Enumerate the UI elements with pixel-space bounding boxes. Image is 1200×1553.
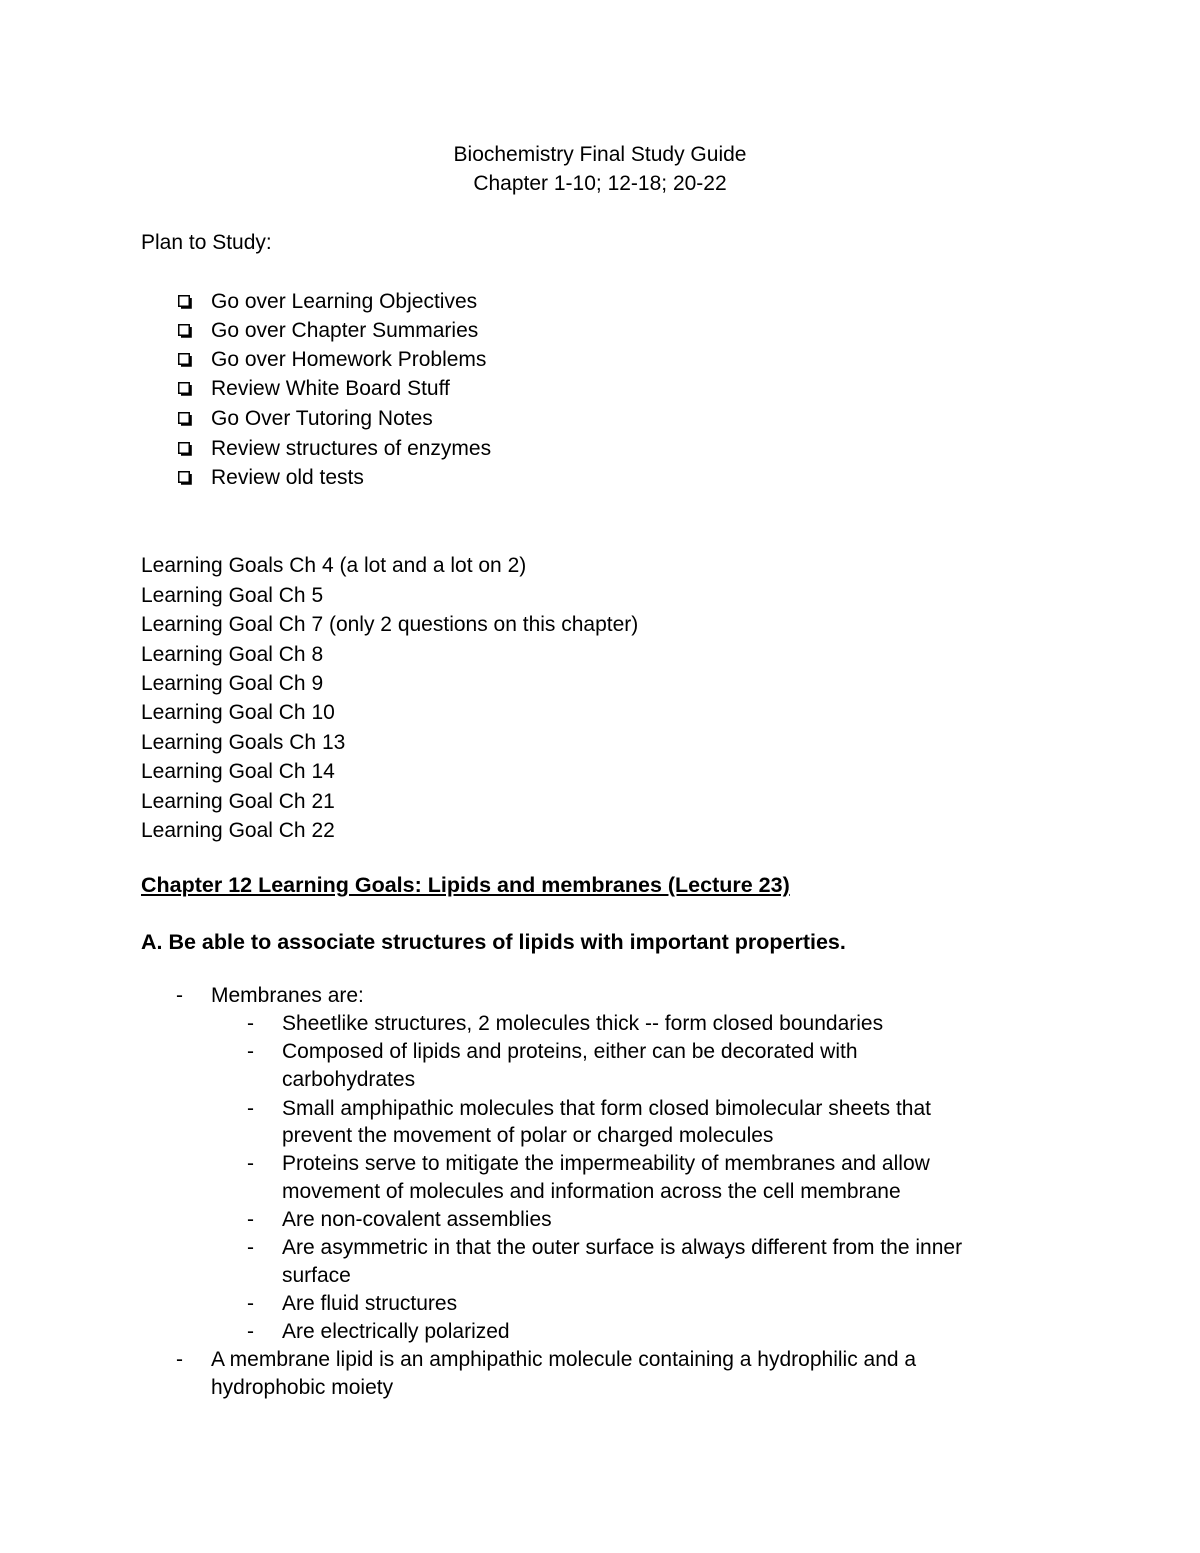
sub-bullet-item xyxy=(247,1010,1147,1038)
bullet-text: Are non-covalent assemblies xyxy=(282,1208,552,1231)
bullet-dash: - xyxy=(247,1040,254,1063)
checkbox-icon xyxy=(178,412,192,426)
sub-bullet-item xyxy=(247,1038,1147,1066)
bullet-item xyxy=(176,1346,1076,1374)
bullet-text-continuation: prevent the movement of polar or charged molecules xyxy=(282,1124,774,1147)
learning-goal-line: Learning Goal Ch 7 (only 2 questions on this chapter) xyxy=(141,613,639,636)
bullet-text-continuation: carbohydrates xyxy=(282,1068,416,1091)
checklist-item-label: Go over Learning Objectives xyxy=(211,290,478,313)
checklist-item-label: Review White Board Stuff xyxy=(211,377,450,400)
learning-goal-line: Learning Goal Ch 22 xyxy=(141,819,335,842)
sub-bullet-item xyxy=(247,1206,1147,1234)
learning-goal-line: Learning Goal Ch 21 xyxy=(141,790,335,813)
bullet-text: Are asymmetric in that the outer surface is always different from the inner xyxy=(282,1236,963,1259)
sub-bullet-item xyxy=(247,1290,1147,1318)
checklist-item-label: Go over Chapter Summaries xyxy=(211,319,479,342)
sub-bullet-item xyxy=(247,1318,1147,1346)
sub-bullet-item xyxy=(247,1150,1147,1178)
plan-heading: Plan to Study: xyxy=(141,231,272,254)
checkbox-icon xyxy=(178,471,192,485)
bullet-dash: - xyxy=(247,1012,254,1035)
bullet-dash: - xyxy=(247,1097,254,1120)
checklist-item-label: Go Over Tutoring Notes xyxy=(211,407,433,430)
checkbox-icon xyxy=(178,382,192,396)
bullet-text-continuation: hydrophobic moiety xyxy=(211,1376,394,1399)
learning-goal-line: Learning Goal Ch 10 xyxy=(141,701,335,724)
bullet-dash: - xyxy=(247,1320,254,1343)
page-title: Biochemistry Final Study Guide xyxy=(453,143,747,166)
learning-goal-line: Learning Goal Ch 9 xyxy=(141,672,324,695)
checklist-item-label: Review structures of enzymes xyxy=(211,437,492,460)
checklist-item-label: Review old tests xyxy=(211,466,364,489)
bullet-text: A membrane lipid is an amphipathic molecule containing a hydrophilic and a xyxy=(211,1348,917,1371)
bullet-item xyxy=(176,982,1076,1010)
bullet-text-continuation: surface xyxy=(282,1264,351,1287)
learning-goal-line: Learning Goal Ch 14 xyxy=(141,760,335,783)
bullet-dash: - xyxy=(247,1292,254,1315)
bullet-text: Proteins serve to mitigate the impermeability of membranes and allow xyxy=(282,1152,930,1175)
bullet-text-continuation: movement of molecules and information across the cell membrane xyxy=(282,1180,901,1203)
checkbox-icon xyxy=(178,353,192,367)
bullet-dash: - xyxy=(247,1152,254,1175)
chapter-heading: Chapter 12 Learning Goals: Lipids and membranes (Lecture 23) xyxy=(141,873,790,897)
section-heading: A. Be able to associate structures of lipids with important properties. xyxy=(141,930,846,954)
checkbox-icon xyxy=(178,324,192,338)
checklist-item-label: Go over Homework Problems xyxy=(211,348,487,371)
bullet-dash: - xyxy=(247,1236,254,1259)
checkbox-icon xyxy=(178,295,192,309)
bullet-text: Composed of lipids and proteins, either can be decorated with xyxy=(282,1040,858,1063)
bullet-text: Are fluid structures xyxy=(282,1292,458,1315)
learning-goal-line: Learning Goals Ch 4 (a lot and a lot on 2) xyxy=(141,554,527,577)
checkbox-icon xyxy=(178,442,192,456)
bullet-dash: - xyxy=(176,1348,183,1371)
page-subtitle: Chapter 1-10; 12-18; 20-22 xyxy=(473,172,727,195)
bullet-text: Small amphipathic molecules that form closed bimolecular sheets that xyxy=(282,1097,931,1120)
learning-goal-line: Learning Goal Ch 8 xyxy=(141,643,324,666)
bullet-dash: - xyxy=(247,1208,254,1231)
learning-goal-line: Learning Goals Ch 13 xyxy=(141,731,346,754)
bullet-text: Sheetlike structures, 2 molecules thick -- form closed boundaries xyxy=(282,1012,884,1035)
learning-goal-line: Learning Goal Ch 5 xyxy=(141,584,324,607)
bullet-text: Membranes are: xyxy=(211,984,364,1007)
sub-bullet-item xyxy=(247,1095,1147,1123)
sub-bullet-item xyxy=(247,1234,1147,1262)
bullet-text: Are electrically polarized xyxy=(282,1320,510,1343)
bullet-dash: - xyxy=(176,984,183,1007)
